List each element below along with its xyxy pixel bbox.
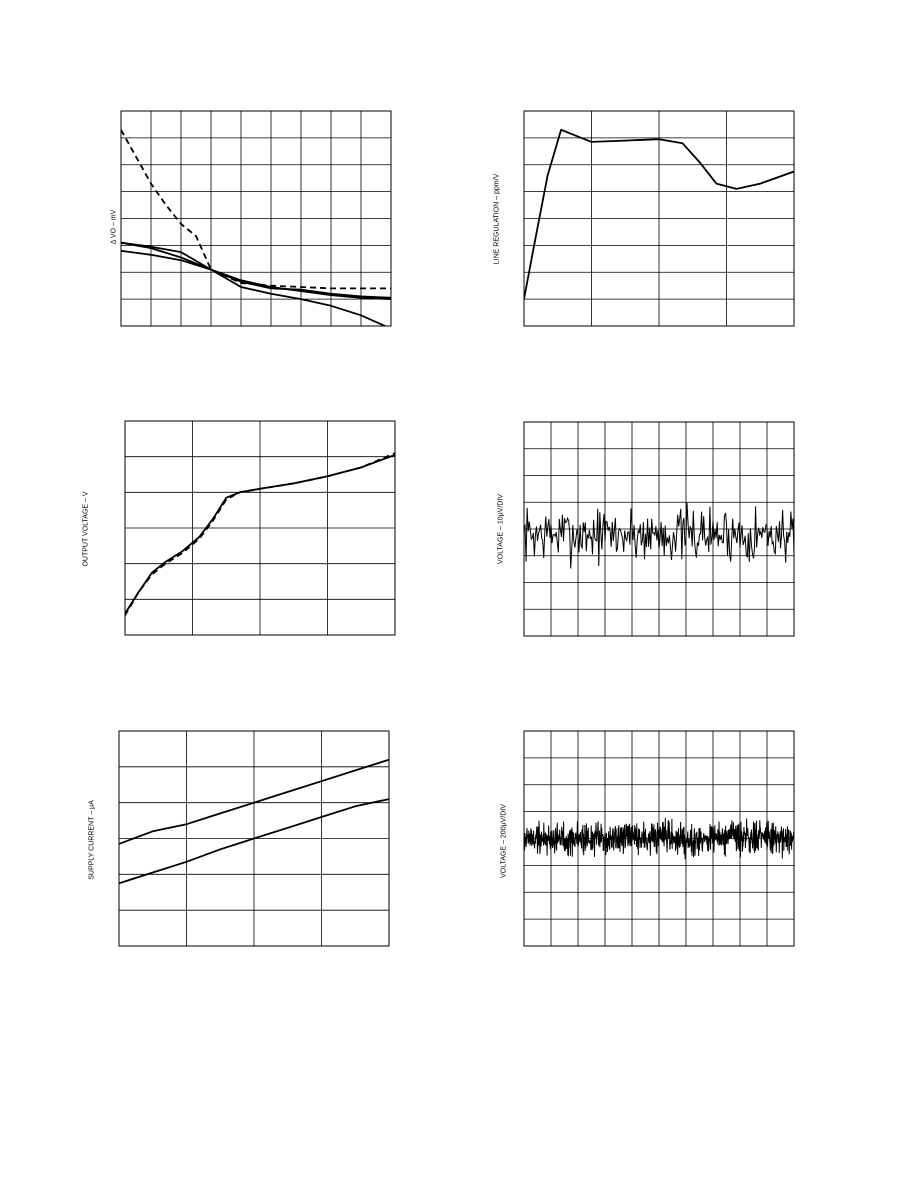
y-axis-label: Δ VO – mV — [110, 209, 118, 245]
y-axis-label: VOLTAGE – 10μV/DIV — [497, 494, 505, 564]
y-axis-label: SUPPLY CURRENT – μA — [88, 800, 96, 880]
y-axis-label: OUTPUT VOLTAGE – V — [82, 491, 90, 567]
y-axis-label: VOLTAGE – 200μV/DIV — [500, 804, 508, 878]
y-axis-label: LINE REGULATION – ppm/V — [493, 173, 501, 265]
